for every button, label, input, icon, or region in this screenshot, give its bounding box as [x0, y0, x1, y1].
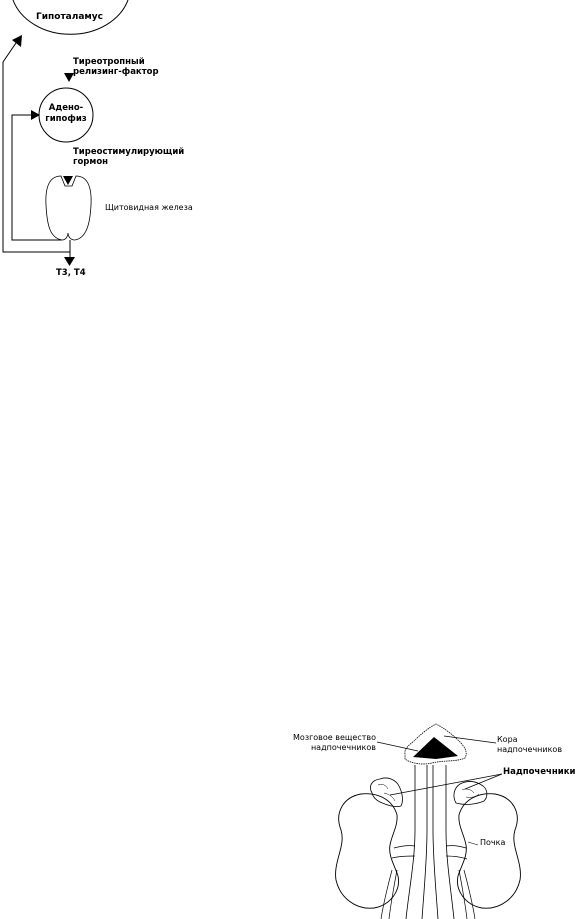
tsh-label-line2: гормон — [73, 157, 109, 167]
adrenal-gland-right — [454, 782, 487, 805]
renal-vessels-right — [446, 846, 467, 859]
adenohypophysis-label-line2: гипофиз — [45, 114, 87, 124]
medulla-leader — [377, 742, 418, 751]
adrenal-cortex-label-line1: Кора — [497, 735, 518, 744]
kidney-right — [457, 794, 520, 909]
adrenal-gland-left — [370, 778, 402, 807]
aorta — [406, 765, 427, 919]
kidney-label: Почка — [480, 838, 506, 847]
cortex-leader — [444, 736, 496, 743]
tsh-label-line1: Тиреостимулирующий — [73, 147, 185, 157]
adrenal-cortex-label-line2: надпочечников — [497, 745, 563, 754]
adrenal-medulla-label-line1: Мозговое вещество — [293, 733, 376, 742]
hormones-label: Т3, Т4 — [56, 268, 86, 278]
vena-cava — [433, 765, 454, 919]
trh-label-line2: релизинг-фактор — [73, 67, 159, 77]
kidney-left — [336, 794, 399, 909]
kidney-leader — [468, 842, 478, 845]
thyroid-gland-label: Щитовидная железа — [105, 203, 193, 212]
trh-label-line1: Тиреотропный — [73, 57, 145, 67]
adrenals-label: Надпочечники — [503, 767, 576, 777]
adrenal-medulla-fill — [413, 737, 458, 759]
hypothalamus-label: Гипоталамус — [36, 12, 103, 22]
renal-vessels-left — [392, 846, 415, 858]
adrenal-medulla-label-line2: надпочечников — [310, 743, 376, 752]
adenohypophysis-label-line1: Адено- — [48, 103, 84, 113]
